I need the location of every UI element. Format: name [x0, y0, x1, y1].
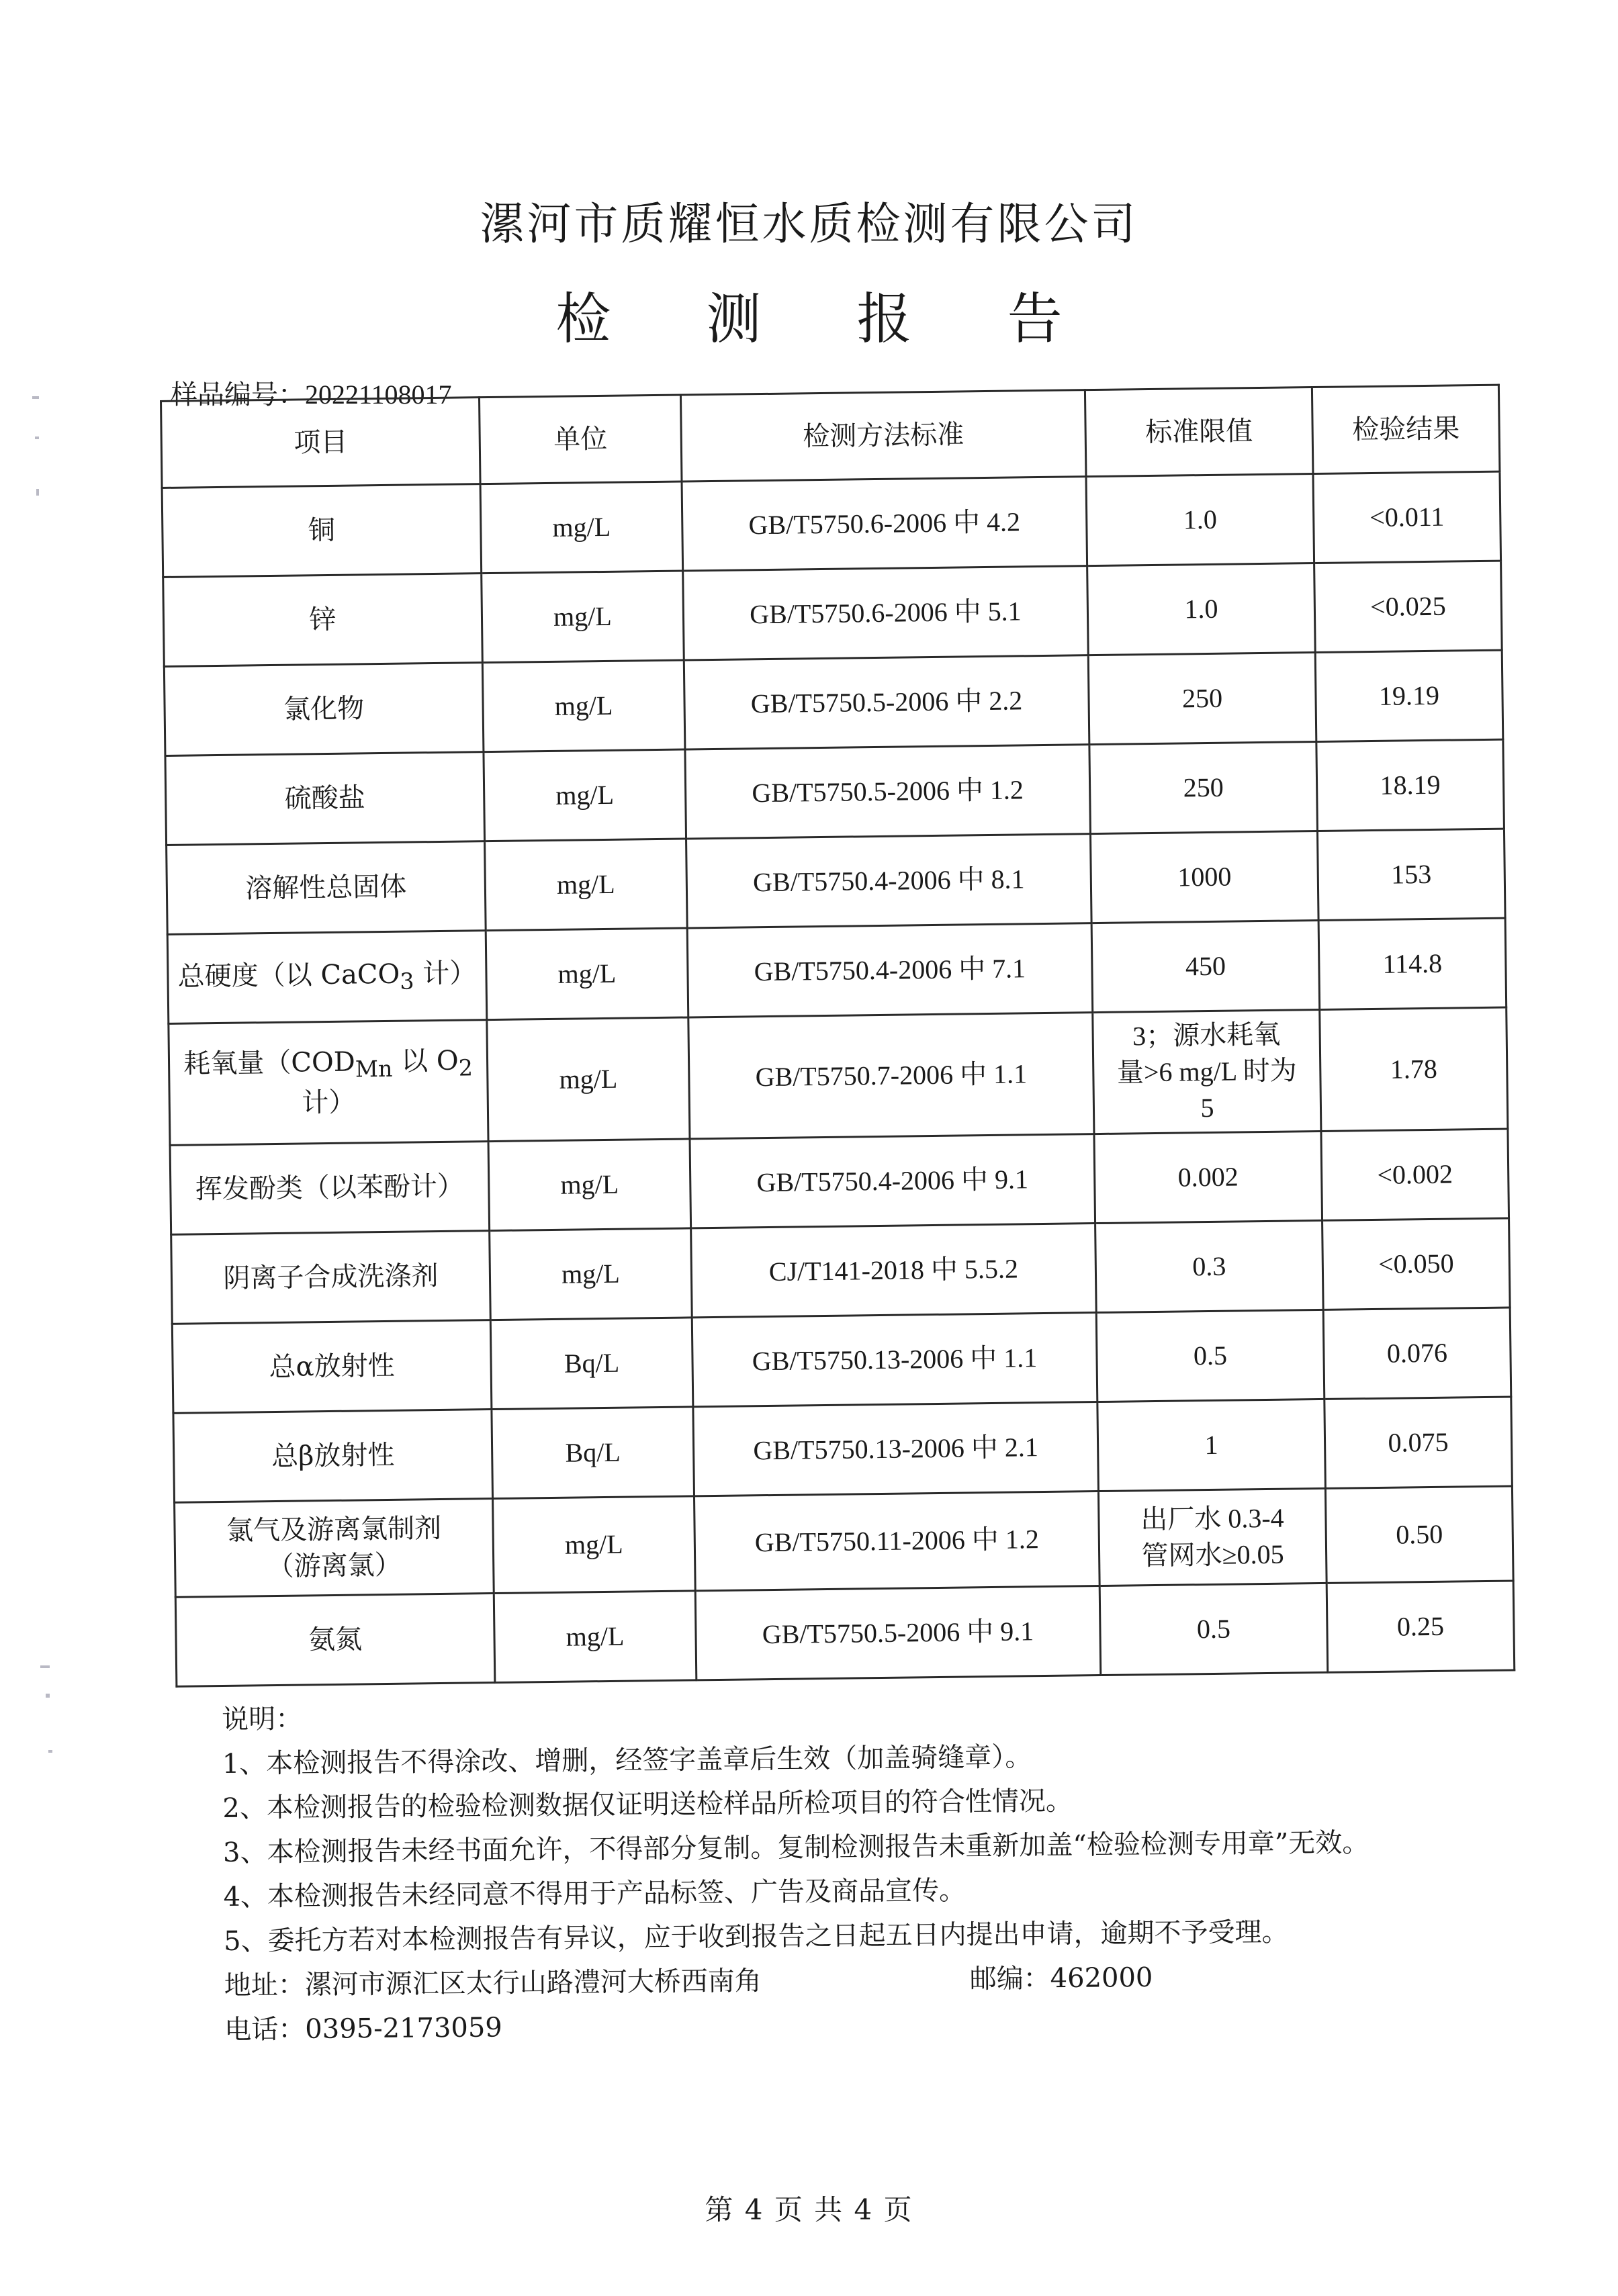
row-item-text-end: 计）: [302, 1087, 356, 1119]
row-unit: mg/L: [485, 839, 688, 931]
results-table-wrapper: [160, 384, 1513, 1688]
row-limit: 1: [1097, 1399, 1326, 1491]
row-method: CJ/T141-2018 中 5.5.2: [691, 1224, 1097, 1318]
company-name: 漯河市质耀恒水质检测有限公司: [480, 198, 1138, 250]
row-result: 1.78: [1320, 1007, 1508, 1131]
row-item: 锌: [163, 573, 483, 667]
row-method: GB/T5750.5-2006 中 9.1: [695, 1586, 1101, 1680]
row-method: GB/T5750.4-2006 中 7.1: [687, 923, 1093, 1017]
row-limit: 250: [1089, 742, 1318, 834]
row-item-text-mid: 以 O: [392, 1045, 459, 1077]
row-method: GB/T5750.13-2006 中 1.1: [692, 1313, 1097, 1407]
scan-mark: [35, 437, 39, 439]
row-item: 氨氮: [175, 1594, 495, 1687]
col-header-limit: 标准限值: [1085, 387, 1313, 477]
row-method: GB/T5750.5-2006 中 2.2: [684, 655, 1089, 749]
col-header-unit: 单位: [479, 395, 682, 484]
row-unit: Bq/L: [492, 1407, 694, 1499]
row-result: <0.011: [1313, 471, 1501, 563]
row-result: 19.19: [1315, 650, 1503, 741]
row-item: 总β放射性: [173, 1410, 493, 1503]
row-method: GB/T5750.13-2006 中 2.1: [693, 1402, 1099, 1496]
row-limit: 450: [1091, 920, 1320, 1012]
row-result: <0.002: [1321, 1129, 1509, 1220]
row-method: GB/T5750.6-2006 中 5.1: [683, 566, 1089, 660]
row-limit: [1098, 1488, 1327, 1586]
row-result: 0.25: [1327, 1581, 1515, 1672]
row-limit: 0.5: [1096, 1310, 1324, 1402]
table-row: [167, 918, 1506, 1023]
row-unit: mg/L: [487, 1017, 690, 1142]
row-unit: mg/L: [493, 1496, 696, 1594]
row-result: 18.19: [1316, 739, 1504, 831]
row-unit: Bq/L: [490, 1318, 693, 1410]
row-limit-line: 3；源水耗氧: [1132, 1019, 1281, 1052]
table-row: [163, 561, 1502, 666]
row-method: GB/T5750.7-2006 中 1.1: [688, 1013, 1094, 1139]
row-item-subscript: 3: [400, 967, 414, 995]
row-result: 0.075: [1324, 1397, 1513, 1488]
row-item: 总α放射性: [172, 1320, 492, 1414]
row-limit: 1.0: [1086, 474, 1314, 566]
row-limit-line: 量>6 mg/L 时为: [1116, 1055, 1297, 1088]
table-row: [170, 1129, 1509, 1234]
row-result: 153: [1317, 829, 1505, 920]
row-limit: [1093, 1009, 1321, 1134]
row-item: 溶解性总固体: [167, 841, 486, 935]
row-unit: mg/L: [482, 571, 684, 663]
row-item-subscript: Mn: [355, 1055, 393, 1083]
note-item: 5、委托方若对本检测报告有异议，应于收到报告之日起五日内提出申请，逾期不予受理。: [223, 1917, 1289, 1957]
note-item: 2、本检测报告的检验检测数据仅证明送检样品所检项目的符合性情况。: [222, 1785, 1073, 1824]
row-method: GB/T5750.6-2006 中 4.2: [682, 477, 1087, 571]
row-result: <0.025: [1314, 561, 1502, 652]
sample-number-label: 样品编号：: [171, 379, 305, 410]
table-header-row: [161, 385, 1500, 488]
row-method: GB/T5750.11-2006 中 1.2: [694, 1491, 1099, 1591]
row-method: GB/T5750.4-2006 中 9.1: [690, 1134, 1095, 1228]
row-limit: 250: [1088, 653, 1316, 745]
row-method: GB/T5750.4-2006 中 8.1: [686, 834, 1092, 928]
row-unit: mg/L: [494, 1591, 696, 1683]
row-item: 挥发酚类（以苯酚计）: [170, 1142, 490, 1235]
row-item-line: 氯气及游离氯制剂: [226, 1513, 442, 1547]
row-item-subscript-2: 2: [458, 1054, 474, 1081]
note-item: 4、本检测报告未经同意不得用于产品标签、广告及商品宣传。: [223, 1875, 967, 1913]
scan-mark: [40, 1665, 50, 1668]
table-row: [173, 1397, 1512, 1502]
table-row: [172, 1307, 1511, 1413]
report-title: 检 测 报 告: [555, 287, 1102, 351]
row-unit: mg/L: [480, 481, 683, 573]
row-unit: mg/L: [490, 1228, 692, 1320]
scan-mark: [32, 396, 39, 399]
row-item: 氯化物: [164, 663, 484, 756]
row-result: 0.50: [1325, 1486, 1513, 1583]
row-item-text-end: 计）: [414, 957, 477, 989]
row-limit: 0.3: [1095, 1220, 1324, 1312]
row-result: 114.8: [1318, 918, 1507, 1009]
row-unit: mg/L: [488, 1139, 691, 1231]
col-header-method: 检测方法标准: [680, 390, 1086, 481]
table-row: [169, 1007, 1508, 1145]
row-limit-line: 5: [1200, 1092, 1214, 1123]
row-limit: 1000: [1090, 831, 1318, 923]
row-item: 阴离子合成洗涤剂: [171, 1231, 491, 1324]
row-limit: 0.002: [1094, 1131, 1322, 1223]
row-limit: 1.0: [1087, 563, 1316, 655]
postcode: 邮编：462000: [969, 1962, 1153, 1995]
scan-mark: [46, 1694, 50, 1698]
row-method: GB/T5750.5-2006 中 1.2: [685, 745, 1091, 839]
table-row: [164, 650, 1502, 755]
table-row: [165, 739, 1504, 845]
row-unit: mg/L: [486, 928, 688, 1020]
row-unit: mg/L: [482, 660, 685, 752]
table-row: [171, 1218, 1510, 1324]
table-row: [175, 1581, 1514, 1686]
seal-edge: [1565, 967, 1618, 1175]
row-result: 0.076: [1323, 1307, 1511, 1399]
notes-section: [222, 1688, 1371, 2052]
row-item-text: 总硬度（以 CaCO: [177, 958, 400, 993]
note-item: 1、本检测报告不得涂改、增删，经签字盖章后生效（加盖骑缝章）。: [222, 1741, 1032, 1780]
address: 地址：漯河市源汇区太行山路澧河大桥西南角: [224, 1966, 762, 2001]
col-header-result: 检验结果: [1312, 385, 1500, 473]
row-item: [167, 931, 487, 1024]
sample-number-value: 20221108017: [305, 379, 452, 410]
phone: 电话：0395-2173059: [224, 2012, 502, 2046]
col-header-item: 项目: [161, 398, 481, 488]
table-row: [167, 829, 1505, 934]
notes-heading: 说明：: [222, 1703, 303, 1735]
row-item-line: （游离氯）: [267, 1549, 402, 1583]
row-limit: 0.5: [1099, 1583, 1328, 1675]
note-item: 3、本检测报告未经书面允许，不得部分复制。复制检测报告未重新加盖“检验检测专用章”无效。: [222, 1827, 1369, 1868]
row-unit: mg/L: [484, 749, 686, 841]
table-row: [162, 471, 1500, 577]
table-row: [175, 1486, 1514, 1597]
results-table: [160, 384, 1515, 1688]
page-number: 第 4 页 共 4 页: [705, 2193, 913, 2226]
row-item: 铜: [162, 484, 482, 578]
row-limit-line: 出厂水 0.3-4: [1140, 1502, 1284, 1535]
row-item: 硫酸盐: [165, 752, 485, 845]
row-limit-line: 管网水≥0.05: [1141, 1539, 1284, 1571]
row-item-text: 耗氧量（COD: [183, 1046, 356, 1080]
row-item: [169, 1020, 488, 1146]
scan-mark: [48, 1750, 52, 1753]
row-item: [175, 1499, 494, 1598]
scan-mark: [36, 489, 39, 496]
row-result: <0.050: [1322, 1218, 1511, 1310]
